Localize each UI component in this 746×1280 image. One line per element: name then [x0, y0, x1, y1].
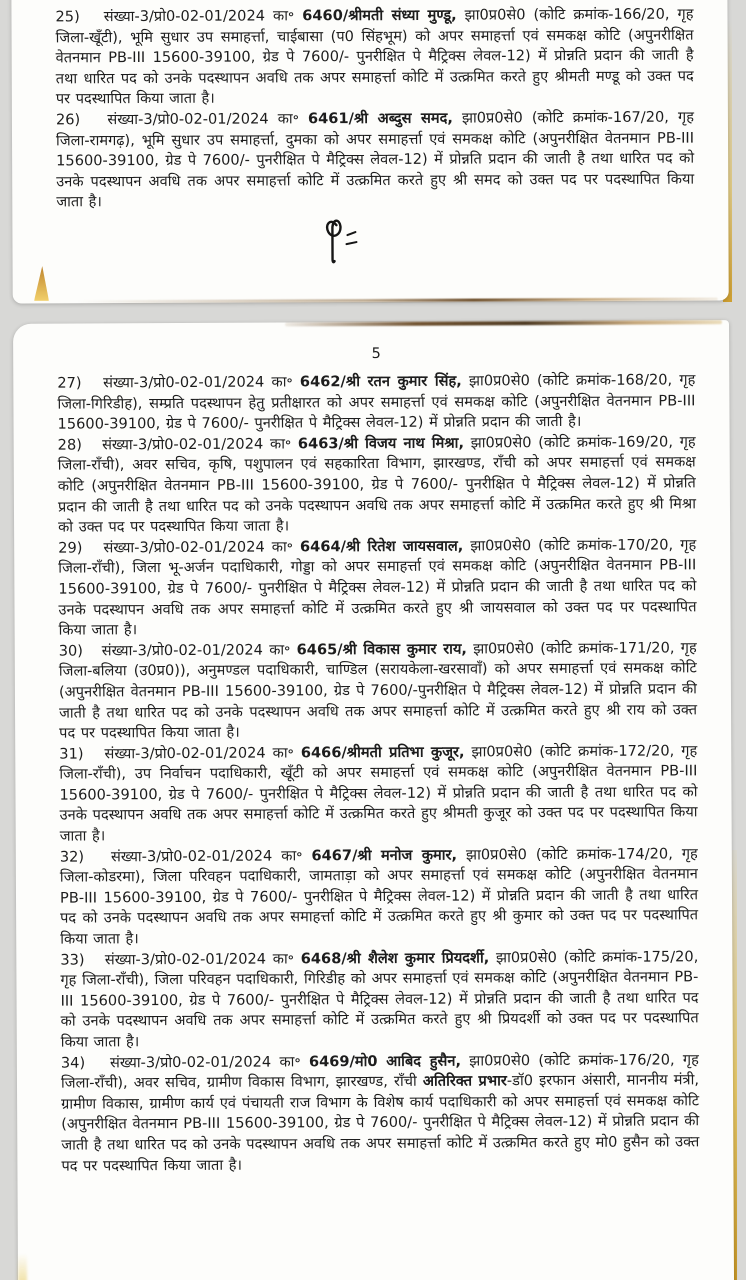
order-paragraph-29 — [58, 535, 697, 641]
officer-name-bold: 6463/श्री विजय नाथ मिश्रा, — [297, 434, 465, 453]
lower-page-paragraphs — [57, 370, 699, 1176]
order-paragraph-34 — [61, 1050, 700, 1177]
text-segment: 28) संख्या-3/प्रो0-02-01/2024 का॰ — [57, 435, 298, 454]
text-segment: झा0प्र0से0 (कोटि क्रमांक-168/20, गृह जिला-गिरिडीह), सम्प्रति पदस्थापन हेतु प्रतीक्षारत को अपर समाहर्त्ता एवं समकक्ष कोटि (अपुनरीक्षित वेतनमान PB-III 15600-39100, ग्रेड पे 7600/- पुनरीक्षित पे मैट्रिक्स लेवल-12) में प्रोन्नति प्रदान की जाती है। — [57, 371, 696, 433]
text-segment: झा0प्र0से0 (कोटि क्रमांक-176/20, गृह जिला-राँची), अवर सचिव, ग्रामीण विकास विभाग, झारखण्ड, राँची — [60, 1050, 699, 1092]
text-segment: झा0प्र0से0 (कोटि क्रमांक-172/20, गृह जिला-राँची), उप निर्वाचन पदाधिकारी, खूँटी को अपर समाहर्त्ता एवं समकक्ष कोटि (अपुनरीक्षित वेतनमान PB-III 15600-39100, ग्रेड पे 7600/- पुनरीक्षित पे मैट्रिक्स लेवल-12) में प्रोन्नति प्रदान की जाती है तथा धारित पद को उनके पदस्थापन अवधि तक अपर समाहर्त्ता कोटि में उत्क्रमित करते हुए श्रीमती कुजूर को उक्त पद पर पदस्थापित किया जाता है। — [59, 741, 698, 845]
text-segment: झा0प्र0से0 (कोटि क्रमांक-171/20, गृह जिला-बलिया (उ0प्र0)), अनुमण्डल पदाधिकारी, चाण्डिल (सरायकेला-खरसावाँ) को अपर समाहर्त्ता एवं समकक्ष कोटि (अपुनरीक्षित वेतनमान PB-III 15600-39100, ग्रेड पे 7600/-पुनरीक्षित पे मैट्रिक्स लेवल-12) में प्रोन्नति प्रदान की जाती है तथा धारित पद को उनके पदस्थापन अवधि तक अपर समाहर्त्ता कोटि में उत्क्रमित करते हुए श्री राय को उक्त पद पर पदस्थापित किया जाता है। — [58, 639, 698, 742]
officer-name-bold: 6460/श्रीमती संध्या मुण्डू, — [302, 6, 457, 25]
upper-page-paragraphs — [11, 0, 728, 213]
text-segment: 26) संख्या-3/प्रो0-02-01/2024 का॰ — [55, 110, 309, 129]
order-paragraph-26 — [56, 108, 694, 214]
text-segment: 34) संख्या-3/प्रो0-02-01/2024 का॰ — [60, 1052, 309, 1072]
yellow-corner-glow — [18, 1254, 27, 1280]
text-segment: झा0प्र0से0 (कोटि क्रमांक-169/20, गृह जिला-राँची), अवर सचिव, कृषि, पशुपालन एवं सहकारिता विभाग, झारखण्ड, राँची को अपर समाहर्त्ता एवं समकक्ष कोटि (अपुनरीक्षित वेतनमान PB-III 15600-39100, ग्रेड पे 7600/- पुनरीक्षित पे मैट्रिक्स लेवल-12) में प्रोन्नति प्रदान की जाती है तथा धारित पद को उनके पदस्थापन अवधि तक अपर समाहर्त्ता कोटि में उत्क्रमित करते हुए श्री मिश्रा को उक्त पद पर पदस्थापित किया जाता है। — [57, 433, 696, 536]
text-segment: झा0प्र0से0 (कोटि क्रमांक-170/20, गृह जिला-राँची), जिला भू-अर्जन पदाधिकारी, गोड्डा को अपर समाहर्त्ता एवं समकक्ष कोटि (अपुनरीक्षित वेतनमान PB-III 15600-39100, ग्रेड पे 7600/- पुनरीक्षित पे मैट्रिक्स लेवल-12) में प्रोन्नति प्रदान की जाती है तथा धारित पद को उनके पदस्थापन अवधि तक अपर समाहर्त्ता कोटि में उत्क्रमित करते हुए श्री जायसवाल को उक्त पद पर पदस्थापित किया जाता है। — [58, 536, 697, 639]
text-segment: 27) संख्या-3/प्रो0-02-01/2024 का॰ — [57, 373, 300, 392]
text-segment: 33) संख्या-3/प्रो0-02-01/2024 का॰ — [60, 950, 301, 969]
order-paragraph-31 — [59, 741, 698, 847]
text-segment: झा0प्र0से0 (कोटि क्रमांक-167/20, गृह जिला-रामगढ़), भूमि सुधार उप समाहर्त्ता, दुमका को अपर समाहर्त्ता एवं समकक्ष कोटि (अपुनरीक्षित वेतनमान PB-III 15600-39100, ग्रेड पे 7600/- पुनरीक्षित पे मैट्रिक्स लेवल-12) में प्रोन्नति प्रदान की जाती है तथा धारित पद को उनके पदस्थापन अवधि तक अपर समाहर्त्ता कोटि में उत्क्रमित करते हुए श्री समद को उक्त पद पर पदस्थापित किया जाता है। — [55, 108, 695, 211]
signature-mark — [320, 215, 378, 265]
signature-area — [320, 213, 728, 265]
page-bottom-edge-smudge — [77, 297, 718, 303]
text-segment: 31) संख्या-3/प्रो0-02-01/2024 का॰ — [59, 744, 301, 763]
order-paragraph-30 — [59, 638, 698, 744]
order-paragraph-33 — [60, 947, 699, 1053]
text-segment: झा0प्र0से0 (कोटि क्रमांक-175/20, गृह जिला-राँची), जिला परिवहन पदाधिकारी, गिरिडीह को अपर समाहर्त्ता एवं समकक्ष कोटि (अपुनरीक्षित वेतनमान PB-III 15600-39100, ग्रेड पे 7600/- पुनरीक्षित पे मैट्रिक्स लेवल-12) में प्रोन्नति प्रदान की जाती है तथा धारित पद को उनके पदस्थापन अवधि तक अपर समाहर्त्ता कोटि में उत्क्रमित करते हुए श्री प्रियदर्शी को उक्त पद पर पदस्थापित किया जाता है। — [60, 947, 699, 1051]
page-sheet-lower — [13, 320, 734, 1280]
officer-name-bold: 6464/श्री रितेश जायसवाल, — [299, 537, 464, 556]
officer-name-bold: 6465/श्री विकास कुमार राय, — [296, 640, 467, 659]
text-segment: 25) संख्या-3/प्रो0-02-01/2024 का॰ — [55, 7, 303, 26]
officer-name-bold: 6467/श्री मनोज कुमार, — [311, 846, 458, 864]
text-segment: झा0प्र0से0 (कोटि क्रमांक-174/20, गृह जिला-कोडरमा), जिला परिवहन पदाधिकारी, जामताड़ा को अपर समाहर्त्ता एवं समकक्ष कोटि (अपुनरीक्षित वेतनमान PB-III 15600-39100, ग्रेड पे 7600/- पुनरीक्षित पे मैट्रिक्स लेवल-12) में प्रोन्नति प्रदान की जाती है तथा धारित पद को उनके पदस्थापन अवधि तक अपर समाहर्त्ता कोटि में उत्क्रमित करते हुए श्री कुमार को उक्त पद पर पदस्थापित किया जाता है। — [59, 844, 699, 948]
text-segment: झा0प्र0से0 (कोटि क्रमांक-166/20, गृह जिला-खूँटी), भूमि सुधार उप समाहर्त्ता, चाईबासा (प0 सिंहभूम) को अपर समाहर्त्ता एवं समकक्ष कोटि (अपुनरीक्षित वेतनमान PB-III 15600-39100, ग्रेड पे 7600/- पुनरीक्षित पे मैट्रिक्स लेवल-12) में प्रोन्नति प्रदान की जाती है तथा धारित पद को उनके पदस्थापन अवधि तक अपर समाहर्त्ता कोटि में उत्क्रमित करते हुए श्रीमती मण्डू को उक्त पद पर पदस्थापित किया जाता है। — [55, 5, 694, 108]
officer-name-bold: 6466/श्रीमती प्रतिभा कुजूर, — [300, 743, 465, 762]
text-segment: 32) संख्या-3/प्रो0-02-01/2024 का॰ — [59, 846, 312, 866]
order-paragraph-25 — [55, 5, 693, 111]
officer-name-bold: 6469/मो0 आबिद हुसैन, — [308, 1052, 462, 1070]
page-sheet-upper — [11, 0, 728, 304]
officer-name-bold: 6468/श्री शैलेश कुमार प्रियदर्शी, — [300, 949, 490, 968]
text-segment: -डॉ0 इरफान अंसारी, माननीय मंत्री, ग्रामीण विकास, ग्रामीण कार्य एवं पंचायती राज विभाग के विशेष कार्य पदाधिकारी को अपर समाहर्त्ता एवं समकक्ष कोटि (अपुनरीक्षित वेतनमान PB-III 15600-39100, ग्रेड पे 7600/- पुनरीक्षित पे मैट्रिक्स लेवल-12) में प्रोन्नति प्रदान की जाती है तथा धारित पद को उनके पदस्थापन अवधि तक अपर समाहर्त्ता कोटि में उत्क्रमित करते हुए मो0 हुसैन को उक्त पद पर पदस्थापित किया जाता है। — [61, 1071, 700, 1175]
order-paragraph-32 — [60, 844, 699, 950]
page-number: 5 — [371, 345, 381, 362]
officer-name-bold: 6461/श्री अब्दुस समद, — [307, 109, 453, 128]
text-segment: 29) संख्या-3/प्रो0-02-01/2024 का॰ — [58, 538, 301, 557]
text-segment: 30) संख्या-3/प्रो0-02-01/2024 का॰ — [58, 641, 297, 660]
officer-name-bold: अतिरिक्त प्रभार — [422, 1072, 507, 1090]
officer-name-bold: 6462/श्री रतन कुमार सिंह, — [299, 372, 462, 391]
order-paragraph-27 — [57, 370, 695, 435]
order-paragraph-28 — [58, 432, 697, 538]
